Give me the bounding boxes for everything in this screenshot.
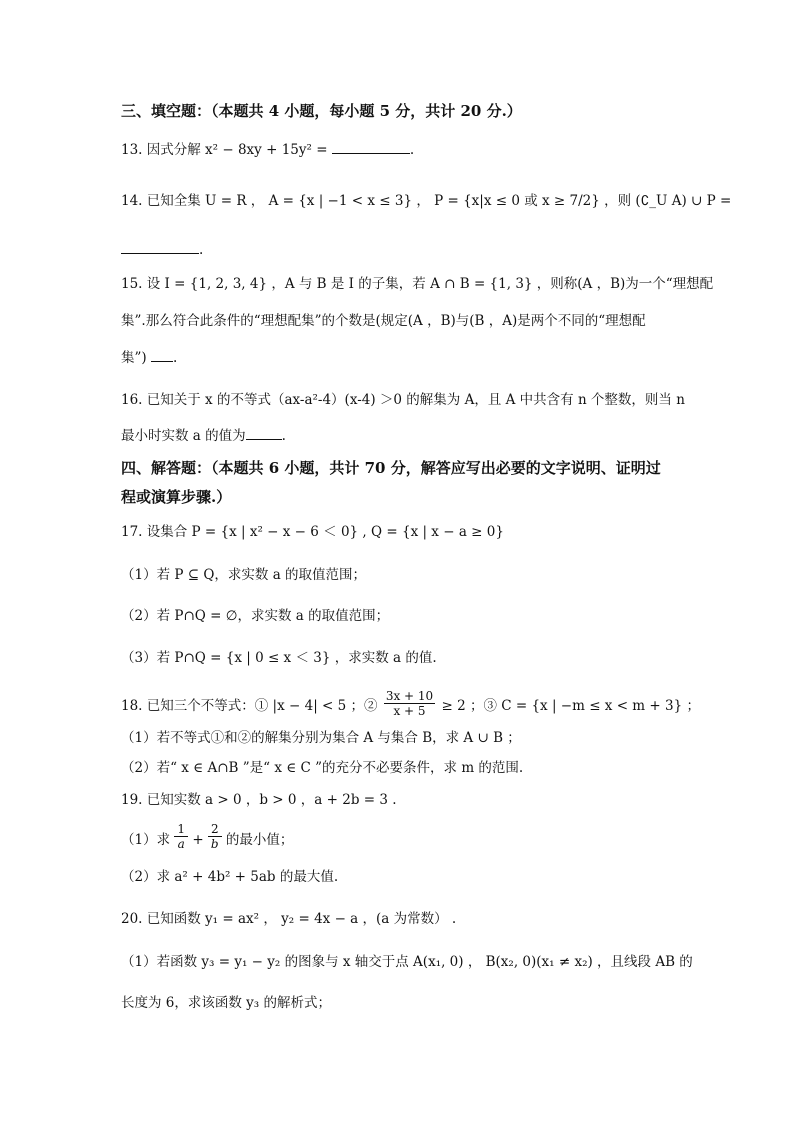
question-20-part1-line1: （1）若函数 y₃ = y₁ − y₂ 的图象与 x 轴交于点 A(x₁, 0) ， B(x₂, 0)(x₁ ≠ x₂) ，且线段 AB 的 [121, 954, 693, 970]
section-title-fill-in: 三、填空题：（本题共 4 小题，每小题 5 分，共计 20 分.） [121, 102, 522, 120]
question-18-part1: （1）若不等式①和②的解集分别为集合 A 与集合 B，求 A ∪ B ； [121, 730, 521, 746]
question-13 [121, 140, 414, 159]
answer-blank-14 [121, 240, 199, 254]
question-18-stem-a: 18. 已知三个不等式：① |x − 4| < 5 ；② [121, 698, 382, 714]
fraction-one-over-a [174, 822, 188, 851]
plus-sign: + [188, 832, 208, 848]
question-20-stem: 20. 已知函数 y₁ = ax² ， y₂ = 4x − a ，(a 为常数） . [121, 911, 457, 927]
question-17-part3: （3）若 P∩Q = {x | 0 ≤ x ＜ 3} ，求实数 a 的值. [121, 650, 437, 666]
question-17-stem: 17. 设集合 P = {x | x² − x − 6 ＜ 0} , Q = {x | x − a ≥ 0} [121, 524, 504, 540]
fraction-q18 [384, 689, 435, 718]
fraction-two-over-b [208, 822, 222, 851]
question-18-part2: （2）若“ x ∈ A∩B ”是“ x ∈ C ”的充分不必要条件，求 m 的范围. [121, 760, 524, 776]
question-14 [121, 192, 731, 210]
question-19-part1-post: 的最小值； [221, 832, 294, 848]
fraction-q18-numerator: 3x + 10 [385, 689, 434, 703]
question-16-line2-text: 最小时实数 a 的值为 [121, 428, 246, 444]
fraction-1-numerator: 1 [174, 822, 188, 837]
question-17-part1: （1）若 P ⊆ Q，求实数 a 的取值范围； [121, 567, 367, 583]
fraction-2-denominator: b [210, 837, 219, 851]
question-15-line2: 集”.那么符合此条件的“理想配集”的个数是(规定(A ，B)与(B ，A)是两个不同的“理想配 [121, 313, 646, 329]
question-19-part1-pre: （1）求 [121, 832, 175, 848]
question-14-tail: . [199, 242, 204, 258]
fraction-q18-denominator: x + 5 [393, 704, 426, 718]
question-19-part2: （2）求 a² + 4b² + 5ab 的最大值. [121, 869, 339, 885]
question-19-part1 [121, 822, 293, 854]
question-14-answer-line [121, 240, 203, 259]
answer-blank-15 [151, 348, 173, 362]
question-19-stem: 19. 已知实数 a > 0 ，b > 0 ，a + 2b = 3 . [121, 792, 397, 808]
question-15-line3-text: 集”) [121, 350, 147, 366]
question-20-part1-line2: 长度为 6，求该函数 y₃ 的解析式； [121, 995, 332, 1011]
question-16-tail: . [281, 428, 286, 444]
answer-blank-16 [246, 426, 282, 440]
question-16-line2 [121, 426, 286, 445]
question-13-text: 13. 因式分解 x² − 8xy + 15y² = [121, 142, 332, 158]
section-title-solutions-line1: 四、解答题：（本题共 6 小题，共计 70 分，解答应写出必要的文字说明、证明过 [121, 459, 661, 477]
answer-blank-13 [332, 140, 410, 154]
question-15-line1: 15. 设 I = {1, 2, 3, 4} ，A 与 B 是 I 的子集，若 A ∩ B = {1, 3} ，则称(A ，B)为一个“理想配 [121, 276, 714, 292]
question-18-stem-b: ≥ 2 ；③ C = {x | −m ≤ x < m + 3} ； [437, 698, 700, 714]
fraction-1-denominator: a [177, 837, 185, 851]
question-13-tail: . [409, 142, 415, 158]
question-17-part2: （2）若 P∩Q = ∅，求实数 a 的取值范围； [121, 608, 390, 624]
section-title-solutions-line2: 程或演算步骤.） [121, 488, 232, 506]
fraction-2-numerator: 2 [208, 822, 222, 837]
question-18-stem [121, 689, 700, 719]
question-14-line1: 14. 已知全集 U = R ， A = {x | −1 < x ≤ 3} ， P = {x|x ≤ 0 或 x ≥ 7/2} ，则 (∁_U A) ∪ P = [121, 193, 732, 209]
question-16-line1: 16. 已知关于 x 的不等式（ax-a²-4）(x-4) ＞0 的解集为 A，且 A 中共含有 n 个整数，则当 n [121, 392, 685, 408]
question-15-tail: . [172, 350, 178, 366]
question-15-line3 [121, 348, 177, 367]
